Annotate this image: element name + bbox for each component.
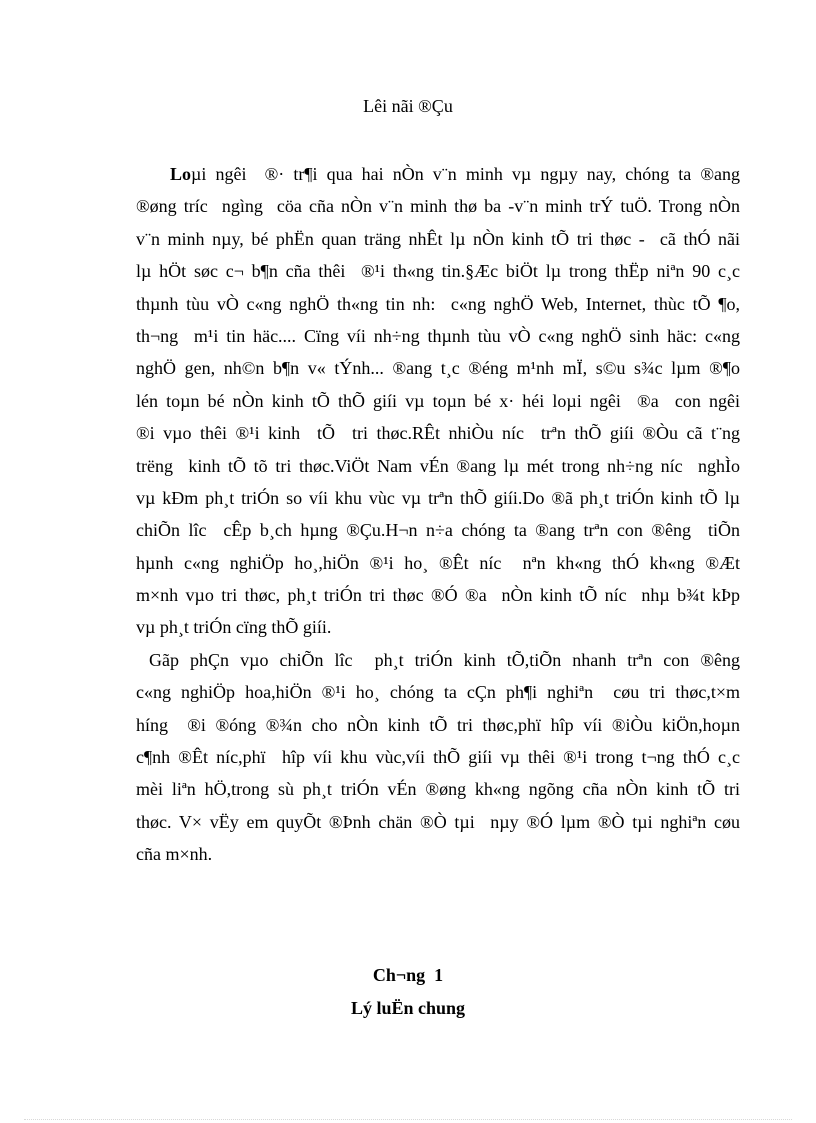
paragraph-line: hµnh c«ng nghiÖp ho¸,hiÖn ®¹i ho¸ ®Êt níc nªn kh«ng thÓ kh«ng ®Æt: [136, 552, 740, 573]
paragraph-line: th¬ng m¹i tin häc.... Cïng víi nh÷ng thµnh tùu vÒ c«ng nghÖ sinh häc: c«ng: [136, 325, 740, 346]
paragraph-line: vµ kÐm ph¸t triÓn so víi khu vùc vµ trªn thÕ giíi.Do ®ã ph¸t triÓn kinh tÕ lµ: [136, 487, 740, 508]
paragraph-line: lµ hÖt søc c¬ b¶n cña thêi ®¹i th«ng tin.§Æc biÖt lµ trong thËp niªn 90 c¸c: [136, 261, 740, 282]
paragraph-line: nghÖ gen, nh©n b¶n v« tÝnh... ®ang t¸c ®éng m¹nh mÏ, s©u s¾c lµm ®¶o: [136, 358, 740, 379]
paragraph-line: mèi liªn hÖ,trong sù ph¸t triÓn vÉn ®øng kh«ng ngõng cña nÒn kinh tÕ tri: [136, 779, 740, 800]
body-text: [136, 158, 740, 871]
paragraph-line: híng ®i ®óng ®¾n cho nÒn kinh tÕ tri thøc,phï hîp víi ®iÒu kiÖn,hoµn: [136, 714, 740, 735]
paragraph-line: vµ ph¸t triÓn cïng thÕ giíi.: [136, 617, 332, 638]
page-bottom-divider: [24, 1119, 792, 1120]
paragraph-lead: Lo: [170, 164, 192, 184]
paragraph-line: c¶nh ®Êt níc,phï hîp víi khu vùc,víi thÕ giíi vµ thêi ®¹i trong t¬ng thÓ c¸c: [136, 747, 740, 768]
paragraph-line: thµnh tùu vÒ c«ng nghÖ th«ng tin nh: c«ng nghÖ Web, Internet, thùc tÕ ¶o,: [136, 293, 740, 314]
chapter-label: Ch¬ng 1: [372, 965, 444, 985]
chapter-title: Lý luËn chung: [350, 998, 466, 1018]
paragraph-line: Gãp phÇn vµo chiÕn lîc ph¸t triÓn kinh tÕ,tiÕn nhanh trªn con ®êng: [149, 649, 740, 670]
paragraph-line: m×nh vµo tri thøc, ph¸t triÓn tri thøc ®Ó ®a nÒn kinh tÕ níc nhµ b¾t kÞp: [136, 585, 740, 606]
paragraph-line: v¨n minh nµy, bé phËn quan träng nhÊt lµ nÒn kinh tÕ tri thøc - cã thÓ nãi: [136, 228, 740, 249]
paragraph-line: ®i vµo thêi ®¹i kinh tÕ tri thøc.RÊt nhiÒu níc trªn thÕ giíi ®Òu cã t¨ng: [136, 423, 740, 444]
paragraph-line: lén toµn bé nÒn kinh tÕ thÕ giíi vµ toµn bé x· héi loµi ngêi ®a con ngêi: [136, 390, 740, 411]
paragraph-line: c«ng nghiÖp hoa,hiÖn ®¹i ho¸ chóng ta cÇn ph¶i nghiªn cøu tri thøc,t×m: [136, 682, 740, 703]
paragraph-line: Loµi ngêi ®· tr¶i qua hai nÒn v¨n minh vµ ngµy nay, chóng ta ®ang: [170, 164, 740, 184]
paragraph-line: chiÕn lîc cÊp b¸ch hµng ®Çu.H¬n n÷a chóng ta ®ang trªn con ®êng tiÕn: [136, 520, 740, 541]
page-title: Lêi nãi ®Çu: [363, 96, 453, 116]
paragraph-line: trëng kinh tÕ tõ tri thøc.ViÖt Nam vÉn ®ang lµ mét trong nh÷ng níc nghÌo: [136, 455, 740, 476]
paragraph-line: ®øng tríc ngìng cöa cña nÒn v¨n minh thø ba -v¨n minh trÝ tuÖ. Trong nÒn: [136, 196, 740, 217]
paragraph-line: thøc. V× vËy em quyÕt ®Þnh chän ®Ò tµi nµy ®Ó lµm ®Ò tµi nghiªn cøu: [136, 811, 740, 832]
paragraph-line: cña m×nh.: [136, 844, 213, 865]
